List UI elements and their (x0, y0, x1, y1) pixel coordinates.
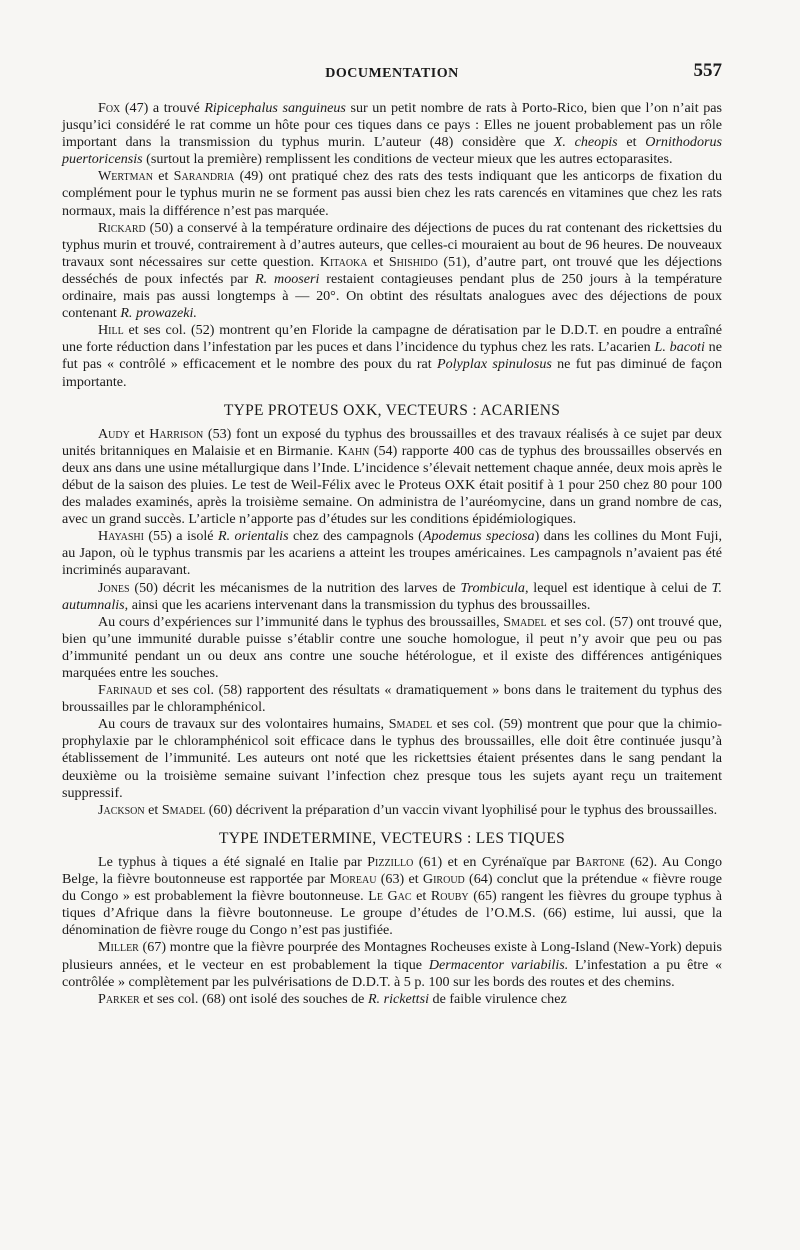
text-run: (63) et (376, 871, 423, 888)
paragraph (62, 991, 722, 1008)
text-run: (50) a conservé à la température ordinaire des déjections de puces du rat contenant des rickettsies du typhus murin et trouvé, contrairement à d’autres auteurs, que celles-ci mouraient au bout de 96 heures. De nouveaux travaux sont nécessaires sur cette question. (62, 219, 722, 270)
species-name: T. autumnalis (62, 579, 722, 613)
text-run: et (129, 425, 150, 442)
paragraph (62, 580, 722, 614)
author-name: Hill (98, 322, 124, 339)
page-number: 557 (693, 60, 722, 81)
species-name: R. orientalis (217, 528, 289, 545)
text-run: et ses col. (68) ont isolé des souches de (139, 990, 368, 1007)
author-name: Le Gac (368, 888, 412, 905)
text-run: (49) ont pratiqué chez des rats des tests indiquant que les anticorps de fixation du complément pour le typhus murin ne se forment pas aussi bien chez les rats carencés en vitamines que chez les rats normaux, mais la différence n’est pas marquée. (62, 168, 723, 219)
species-name: Ripicephalus sanguineus (204, 100, 346, 116)
species-name: X. cheopis (553, 134, 618, 151)
author-name: Smadel (388, 716, 433, 733)
text-run: et (367, 253, 389, 270)
paragraph (62, 100, 722, 168)
text-run: et ses col. (59) montrent que pour que la chimio-prophylaxie par le chloramphénicol soit efficace dans le typhus des broussailles, elle doit être continuée jusqu’à établissement de l’immunité. Les auteurs ont noté que les rickettsies étaient présentes dans le sang pendant la deuxième ou la troisième semaine suivant l’infection chez presque tous les sujets ayant reçu un traitement suppressif. (62, 716, 722, 801)
author-name: Miller (98, 939, 139, 956)
species-name: Trombicula (460, 579, 525, 596)
species-name: L. bacoti (654, 339, 705, 356)
author-name: Pizzillo (367, 853, 414, 870)
text-run: (51), d’autre part, ont trouvé que les déjections desséchés de poux infectés par (62, 253, 723, 287)
text-run: (64) conclut que la prétendue « fièvre rouge du Congo » est probablement la fièvre boutonneuse. (62, 871, 722, 905)
text-run: et ses col. (52) montrent qu’en Floride la campagne de dératisation par le D.D.T. en poudre a entraîné une forte réduction dans l’infestation par les puces et dans l’incidence du typhus chez les rats. L’acarien (62, 322, 722, 356)
paragraph (62, 614, 722, 682)
text-run: (62). Au Congo Belge, la fièvre boutonneuse est rapportée par (62, 853, 723, 888)
text-run: ne fut pas diminué de façon importante. (62, 356, 722, 390)
text-run: chez des campagnols ( (288, 528, 423, 545)
text-run: (55) a isolé (143, 528, 218, 545)
author-name: Moreau (329, 871, 377, 888)
running-title: DOCUMENTATION (325, 66, 459, 81)
text-run: (54) rapporte 400 cas de typhus des broussailles observés en deux ans dans une usine métallurgique dans l’Inde. L’incidence s’élevait nettement chaque année, deux mois après le début de la saison des pluies. Le test de Weil-Félix avec le Proteus OXK était positif à 1 pour 250 chez 80 pour 100 des malades examinés, après la troisième semaine. On administra de l’auréomycine, dans un grand nombre de cas, avec un grand succès. L’article n’apporte pas d’études sur les conditions épidémiologiques. (62, 442, 722, 528)
page-header (62, 60, 722, 90)
paragraph (62, 716, 722, 801)
text-run: Au cours de travaux sur des volontaires humains, (98, 716, 389, 733)
author-name: Smadel (161, 801, 206, 818)
author-name: Parker (98, 990, 140, 1007)
text-run: et ses col. (57) ont trouvé que, bien qu’une immunité durable puisse s’établir contre une souche homologue, il peut n’y avoir que peu ou pas d’immunité pendant un ou deux ans contre une souche hétérologue, et il existe des différences antigéniques marquées entre les souches. (62, 613, 723, 681)
text-run: (50) décrit les mécanismes de la nutrition des larves de (129, 579, 461, 596)
author-name: Farinaud (98, 682, 152, 699)
species-name: R. rickettsi (367, 990, 429, 1007)
species-name: Polyplax spinulosus (436, 356, 552, 373)
text-run: et (411, 888, 431, 905)
paragraph (62, 528, 722, 579)
species-name: R. prowazeki. (120, 305, 197, 322)
text-run: L’infestation a pu être « contrôlée » complètement par les pulvérisations de D.D.T. à 5 p. 100 sur les bords des routes et des chemins. (62, 956, 722, 990)
paragraph (62, 682, 722, 716)
text-run: Au cours d’expériences sur l’immunité dans le typhus des broussailles, (98, 613, 504, 630)
species-name: Apodemus speciosa (422, 528, 535, 545)
author-name: Hayashi (98, 528, 144, 545)
text-run: et (152, 168, 174, 185)
author-name: Jones (98, 579, 130, 596)
author-name: Rouby (430, 888, 469, 905)
text-run: Le typhus à tiques a été signalé en Italie par (98, 853, 368, 870)
paragraph (62, 426, 722, 529)
author-name: Giroud (422, 871, 465, 888)
species-name: R. mooseri (255, 270, 320, 287)
document-body (62, 100, 722, 1008)
paragraph (62, 939, 722, 990)
text-run: et (617, 134, 646, 151)
author-name: Wertman (98, 168, 153, 185)
text-run: (60) décrivent la préparation d’un vaccin vivant lyophilisé pour le typhus des broussailles. (205, 801, 718, 818)
text-run: (65) rangent les fièvres du groupe typhus à tiques d’Afrique dans la fièvre boutonneuse. Le groupe d’études de l’O.M.S. (66) estime, lui aussi, que la dénomination de fièvre rouge du Congo n’est pas justifiée. (62, 888, 722, 939)
text-run: de faible virulence chez (429, 990, 567, 1007)
author-name: Bartone (575, 853, 625, 870)
author-name: Smadel (503, 613, 547, 630)
paragraph (62, 802, 722, 819)
text-run: ne fut pas « contrôlé » efficacement et le nombre des poux du rat (62, 339, 722, 373)
species-name: Dermacentor variabilis. (428, 956, 569, 973)
paragraph (62, 220, 722, 323)
text-run: restaient contagieuses pendant plus de 250 jours à la température ordinaire, mais pas aussi longtemps à — 20°. On obtint des résultats analogues avec des déjections de poux contenant (62, 270, 723, 322)
text-run: , lequel est identique à celui de (524, 579, 712, 596)
text-run: (47) a trouvé (120, 100, 205, 116)
text-run: et (144, 801, 162, 818)
text-run: (surtout la première) remplissent les conditions de vecteur mieux que les autres ectoparasites. (142, 151, 673, 168)
author-name: Shishido (388, 253, 438, 270)
text-run: (61) et en Cyrénaïque par (413, 853, 576, 870)
section-heading: TYPE INDETERMINE, VECTEURS : LES TIQUES (218, 829, 566, 847)
text-run: ) dans les collines du Mont Fuji, au Japon, où le typhus transmis par les acariens a atteint les troupes américaines. Les campagnols n’avaient pas été incriminés auparavant. (62, 528, 723, 579)
text-run: sur un petit nombre de rats à Porto-Rico, bien que l’on n’ait pas jusqu’ici considéré le rat comme un hôte pour ces tiques dans ce pays : Elles ne jouent probablement pas un rôle important dans la transmission du typhus murin. L’auteur (48) considère que (62, 100, 722, 151)
paragraph (62, 854, 722, 939)
author-name: Sarandria (173, 168, 235, 185)
author-name: Fox (98, 100, 121, 116)
author-name: Harrison (149, 425, 204, 442)
text-run: (53) font un exposé du typhus des broussailles et des travaux réalisés à ce sujet par deux unités britanniques en Malaisie et en Birmanie. (62, 425, 722, 459)
paragraph (62, 322, 722, 390)
paragraph (62, 168, 722, 219)
section-heading: TYPE PROTEUS OXK, VECTEURS : ACARIENS (223, 401, 561, 419)
text-run: et ses col. (58) rapportent des résultats « dramatiquement » bons dans le traitement du typhus des broussailles par le chloramphénicol. (62, 682, 722, 716)
author-name: Rickard (98, 219, 146, 236)
species-name: Ornithodorus puertoricensis (62, 134, 723, 168)
author-name: Jackson (98, 801, 145, 818)
text-run: (67) montre que la fièvre pourprée des Montagnes Rocheuses existe à Long-Island (New-York) depuis plusieurs années, et le vecteur en est probablement la tique (62, 939, 722, 973)
author-name: Kahn (337, 442, 370, 459)
author-name: Audy (98, 425, 130, 442)
author-name: Kitaoka (319, 253, 368, 270)
text-run: , ainsi que les acariens intervenant dans la transmission du typhus des broussailles. (124, 596, 591, 613)
